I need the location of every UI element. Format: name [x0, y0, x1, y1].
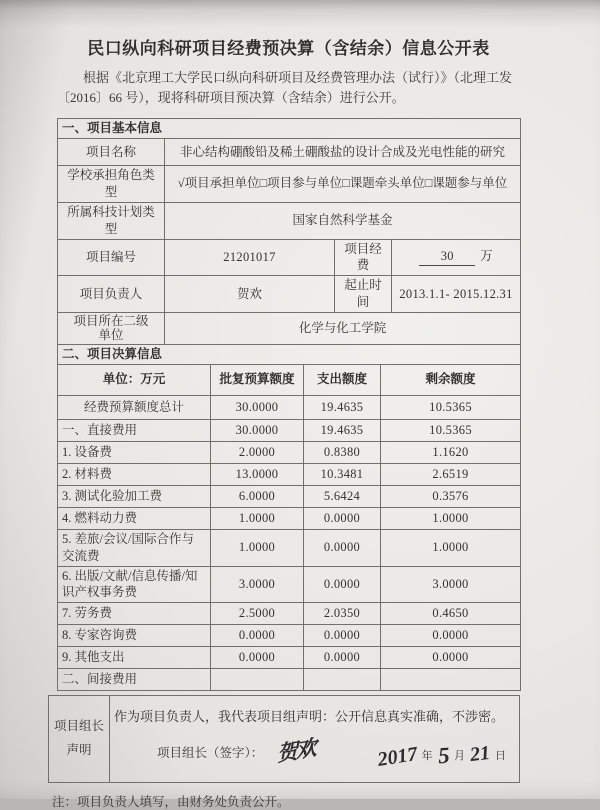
funds-unit: 万	[480, 249, 493, 264]
period-label: 起止时间	[335, 276, 392, 313]
table-row	[58, 529, 521, 566]
approved-value: 3.0000	[211, 566, 304, 603]
intro-line-2: 〔2016〕66 号），现将科研项目预决算（含结余）进行公开。	[57, 89, 405, 105]
project-leader-row	[58, 276, 521, 313]
section-2-header: 二、项目决算信息	[58, 344, 521, 364]
spent-value: 0.0000	[304, 647, 381, 669]
remaining-value: 1.1620	[381, 441, 521, 463]
project-leader-label: 项目负责人	[58, 276, 165, 313]
remaining-value: 3.0000	[381, 566, 521, 603]
table-row	[58, 566, 521, 603]
role-type-label: 学校承担角色类型	[58, 166, 165, 203]
declaration-row	[49, 696, 520, 783]
unit-row	[58, 313, 521, 345]
plan-type-value: 国家自然科学基金	[165, 202, 521, 239]
declaration-body	[110, 696, 520, 783]
spent-value: 2.0350	[304, 603, 381, 625]
intro-line-1: 根据《北京理工大学民口纵向科研项目及经费管理办法（试行）》（北理工发	[83, 70, 513, 85]
spent-value: 0.8380	[304, 441, 381, 463]
approved-value: 1.0000	[211, 507, 304, 529]
unit-label-line-2: 单位	[98, 328, 124, 343]
row-label: 9. 其他支出	[58, 647, 211, 669]
project-name-row	[58, 139, 521, 166]
row-label: 7. 劳务费	[58, 603, 211, 625]
table-row	[58, 485, 521, 507]
table-row	[58, 463, 521, 485]
table-row	[58, 603, 521, 625]
table-row	[58, 441, 521, 463]
signature-line	[114, 734, 513, 774]
row-label: 二、间接费用	[58, 669, 211, 691]
spent-value: 0.0000	[304, 529, 381, 566]
approved-value: 30.0000	[211, 395, 304, 419]
spent-value: 19.4635	[304, 395, 381, 419]
project-number-value: 21201017	[165, 239, 335, 276]
project-funds-value	[392, 239, 521, 276]
project-number-row	[58, 239, 521, 276]
spent-value: 0.0000	[304, 625, 381, 647]
row-label: 8. 专家咨询费	[58, 625, 211, 647]
declaration-label-line-1: 项目组长	[53, 719, 104, 734]
approved-value: 0.0000	[211, 647, 304, 669]
remaining-value: 0.0000	[381, 625, 521, 647]
period-value: 2013.1.1- 2015.12.31	[392, 276, 521, 313]
budget-table	[57, 344, 521, 692]
column-header-spent: 支出额度	[304, 364, 381, 395]
footnote: 注：项目负责人填写，由财务处负责公开。	[52, 794, 290, 809]
spent-value: 0.0000	[304, 566, 381, 603]
row-label: 4. 燃料动力费	[58, 507, 211, 529]
column-header-approved: 批复预算额度	[211, 364, 304, 395]
date-year: 2017	[375, 743, 419, 772]
declaration-statement: 作为项目负责人，我代表项目组声明：公开信息真实准确，不涉密。	[114, 709, 505, 725]
plan-type-label: 所属科技计划类型	[58, 202, 165, 239]
handwritten-signature: 贺欢	[277, 735, 316, 767]
approved-value: 2.5000	[211, 603, 304, 625]
spent-value: 10.3481	[304, 463, 381, 485]
handwritten-date	[375, 738, 514, 772]
project-funds-label: 项目经费	[335, 239, 392, 276]
table-row	[58, 507, 521, 529]
intro-paragraph	[57, 68, 520, 107]
unit-label-line-1: 项目所在二级	[73, 314, 149, 328]
remaining-value: 1.0000	[381, 507, 521, 529]
row-label: 经费预算额度总计	[58, 395, 211, 419]
date-year-suffix: 年	[421, 750, 433, 763]
declaration-label-line-2: 声明	[66, 743, 92, 758]
signature-label: 项目组长（签字）：	[157, 746, 264, 761]
table-row	[58, 419, 521, 441]
column-header-remaining: 剩余额度	[381, 364, 521, 395]
table-row	[58, 395, 521, 419]
row-label: 5. 差旅/会议/国际合作与交流费	[58, 529, 211, 566]
unit-label	[58, 313, 165, 345]
section-1-header-row	[58, 119, 521, 139]
role-type-row	[58, 166, 521, 203]
date-day-suffix: 日	[495, 750, 506, 763]
remaining-value	[381, 669, 521, 691]
funds-amount: 30	[419, 248, 475, 266]
approved-value: 6.0000	[211, 485, 304, 507]
remaining-value: 0.3576	[381, 485, 521, 507]
budget-tbody	[58, 395, 521, 691]
project-name-value: 非心结构硼酸铅及稀土硼酸盐的设计合成及光电性能的研究	[165, 139, 521, 166]
spent-value	[304, 669, 381, 691]
section-1-header: 一、项目基本信息	[58, 119, 521, 139]
table-row	[58, 647, 521, 669]
remaining-value: 10.5365	[381, 395, 521, 419]
approved-value: 13.0000	[211, 463, 304, 485]
approved-value: 30.0000	[211, 419, 304, 441]
date-month: 5	[436, 742, 450, 769]
declaration-table	[48, 695, 520, 783]
row-label: 2. 材料费	[58, 463, 211, 485]
section-2-header-row	[58, 344, 521, 364]
spent-value: 19.4635	[304, 419, 381, 441]
date-day: 21	[468, 742, 492, 767]
approved-value: 1.0000	[211, 529, 304, 566]
plan-type-row	[58, 202, 521, 239]
approved-value	[211, 669, 304, 691]
role-type-value: √项目承担单位□项目参与单位□课题牵头单位□课题参与单位	[165, 166, 521, 203]
unit-value: 化学与化工学院	[165, 313, 521, 345]
declaration-label	[49, 696, 110, 783]
project-leader-value: 贺欢	[165, 276, 335, 313]
table-row	[58, 669, 521, 691]
budget-header-row	[58, 364, 521, 395]
row-label: 6. 出版/文献/信息传播/知识产权事务费	[58, 566, 211, 603]
remaining-value: 1.0000	[381, 529, 521, 566]
basic-info-table	[57, 118, 521, 345]
row-label: 1. 设备费	[58, 441, 211, 463]
project-number-label: 项目编号	[58, 239, 165, 276]
project-name-label: 项目名称	[58, 139, 165, 166]
date-month-suffix: 月	[454, 750, 465, 763]
approved-value: 2.0000	[211, 441, 304, 463]
column-header-unit: 单位：万元	[58, 364, 211, 395]
spent-value: 5.6424	[304, 485, 381, 507]
page-title: 民口纵向科研项目经费预决算（含结余）信息公开表	[87, 39, 490, 58]
remaining-value: 10.5365	[381, 419, 521, 441]
table-row	[58, 625, 521, 647]
remaining-value: 2.6519	[381, 463, 521, 485]
form-sheet	[52, 26, 520, 810]
remaining-value: 0.4650	[381, 603, 521, 625]
approved-value: 0.0000	[211, 625, 304, 647]
remaining-value: 0.0000	[381, 647, 521, 669]
row-label: 3. 测试化验加工费	[58, 485, 211, 507]
row-label: 一、直接费用	[58, 419, 211, 441]
spent-value: 0.0000	[304, 507, 381, 529]
